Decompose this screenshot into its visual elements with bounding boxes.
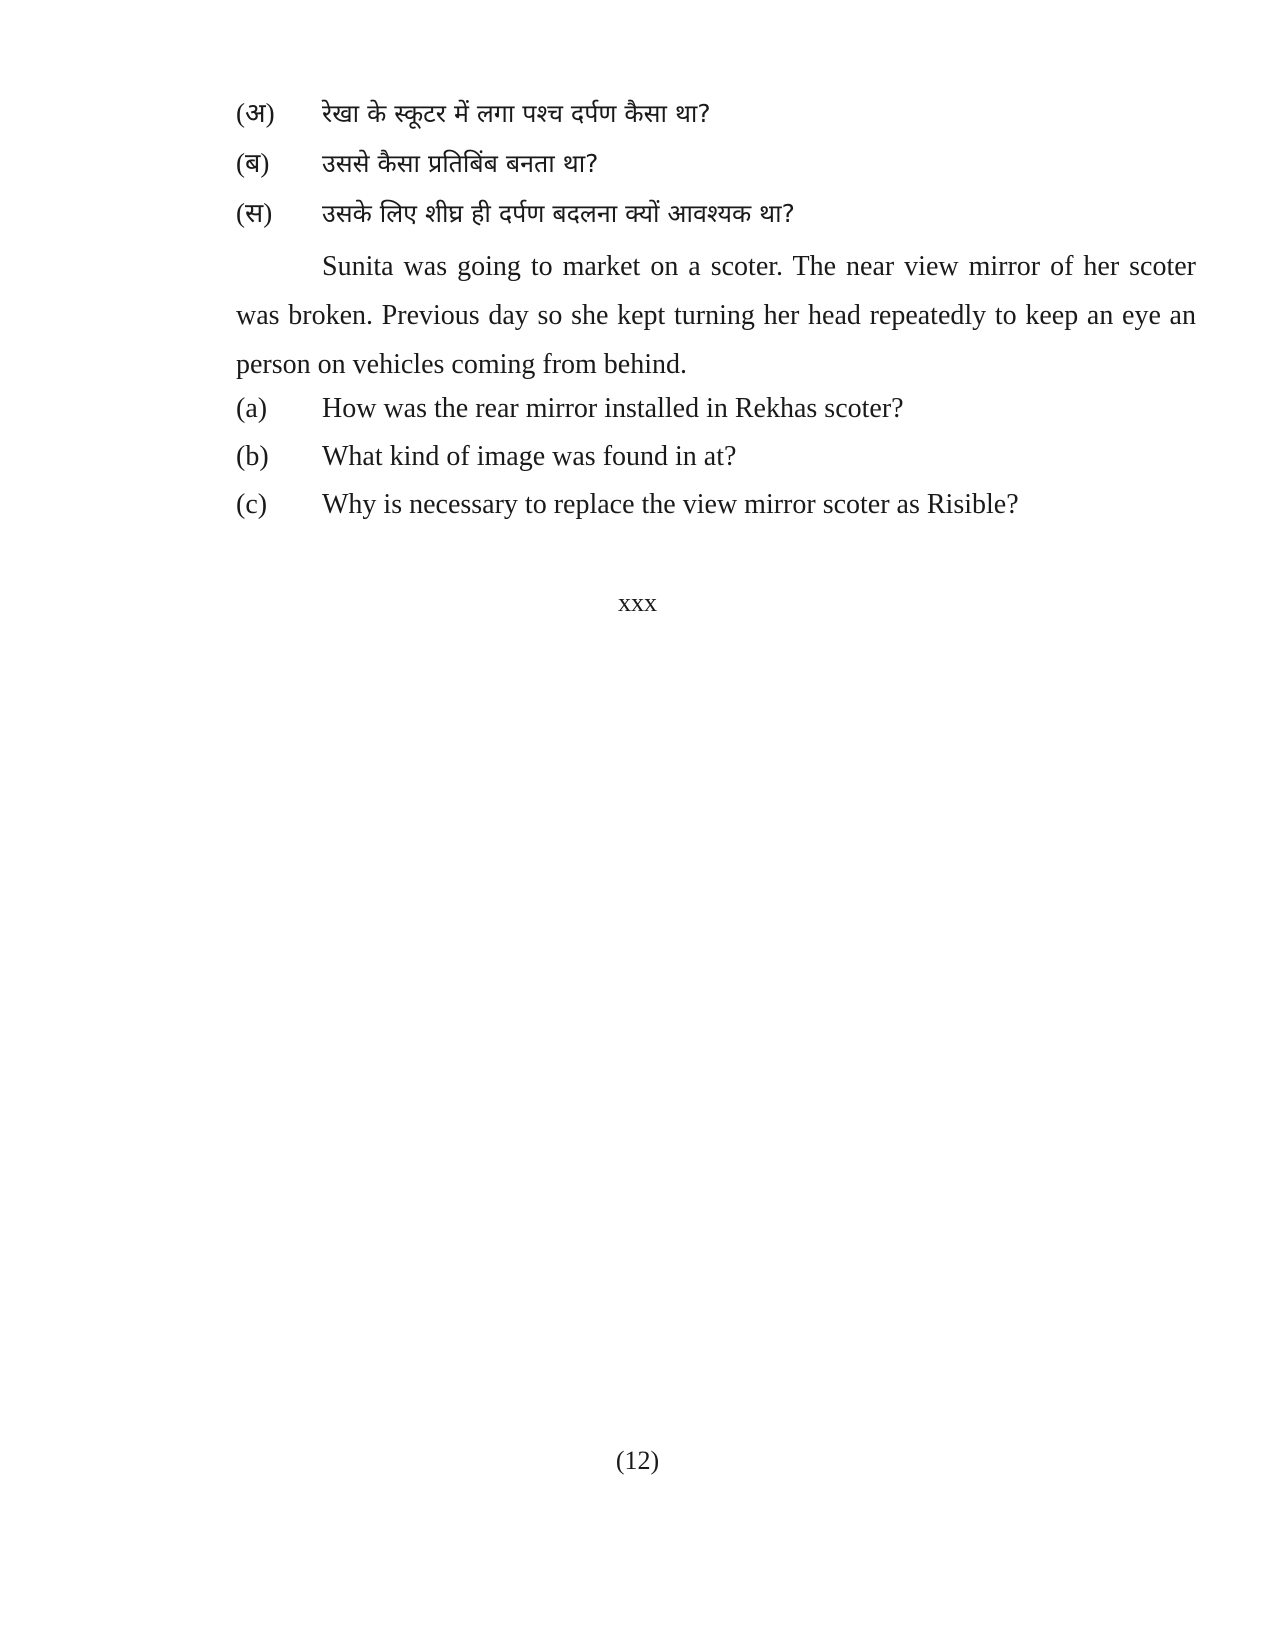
hindi-question-a: [236, 98, 1196, 129]
question-label: (a): [236, 393, 268, 424]
passage-paragraph: Sunita was going to market on a scoter. The near view mirror of her scoter was broken. Previous day so she kept turning her head repeatedly to keep an eye an person on vehicles coming from behind.: [236, 251, 1196, 380]
english-question-a: [236, 393, 1196, 425]
page-number: (12): [615, 1446, 660, 1475]
question-label: (अ): [236, 98, 275, 128]
question-text: How was the rear mirror installed in Rekhas scoter?: [322, 393, 904, 424]
question-text: What kind of image was found in at?: [322, 441, 737, 472]
question-label: (ब): [236, 148, 270, 178]
hindi-question-b: [236, 148, 1196, 179]
question-text: उसके लिए शीघ्र ही दर्पण बदलना क्यों आवश्यक था?: [322, 199, 795, 228]
end-mark: xxx: [618, 588, 657, 617]
question-text: रेखा के स्कूटर में लगा पश्च दर्पण कैसा था?: [322, 99, 711, 128]
question-text: उससे कैसा प्रतिबिंब बनता था?: [322, 149, 599, 178]
english-question-c: [236, 489, 1196, 521]
question-text: Why is necessary to replace the view mirror scoter as Risible?: [322, 489, 1019, 520]
question-label: (c): [236, 489, 268, 520]
hindi-question-c: [236, 198, 1196, 229]
question-label: (b): [236, 441, 269, 472]
question-label: (स): [236, 198, 273, 228]
english-question-b: [236, 441, 1196, 473]
